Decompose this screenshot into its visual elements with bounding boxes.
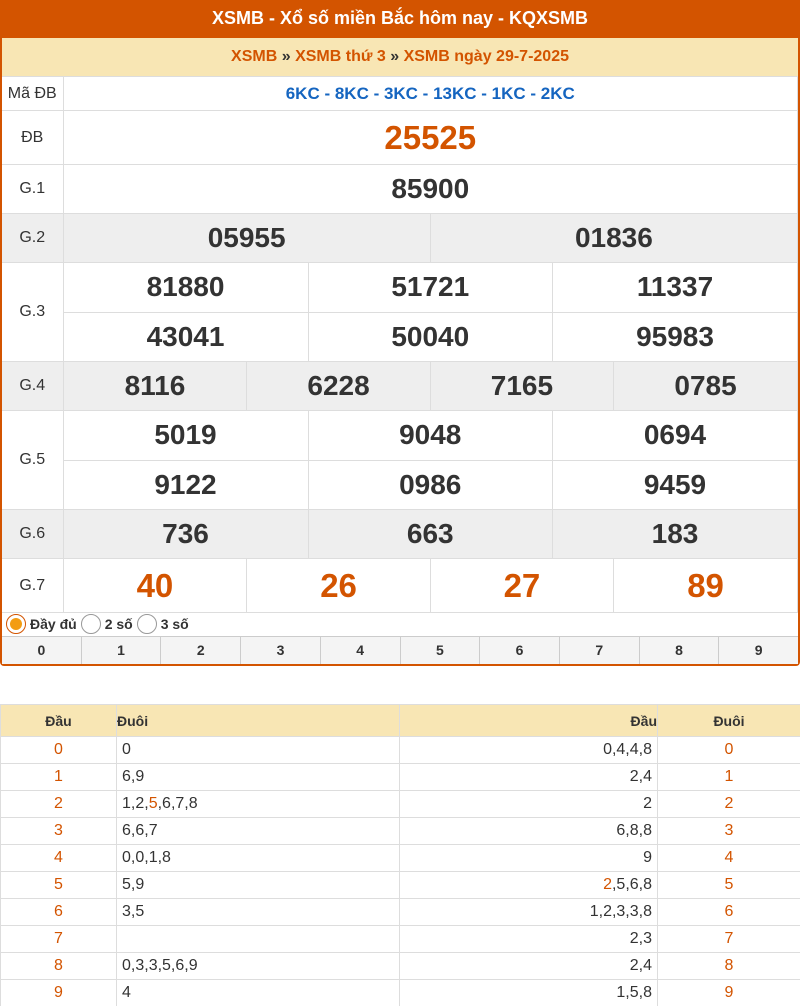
loto-head-digit: 0	[1, 737, 117, 764]
prize-5-number: 9048	[308, 411, 553, 460]
table-row	[1, 791, 800, 818]
prize-3-number: 50040	[308, 312, 553, 361]
loto-tail-digit: 1	[658, 764, 800, 791]
loto-tails: 4	[117, 980, 400, 1006]
prize-4-number: 7165	[430, 362, 613, 410]
prize-4-number: 6228	[247, 362, 430, 410]
prize-4-row	[2, 362, 798, 411]
loto-tails	[117, 926, 400, 953]
table-row	[1, 764, 800, 791]
loto-tails: 6,9	[117, 764, 400, 791]
digit-filter-button[interactable]: 1	[82, 637, 162, 664]
loto-head-text: ,5,6,8	[611, 876, 652, 893]
loto-header-dau: Đầu	[1, 705, 117, 737]
table-row	[1, 818, 800, 845]
digit-filter-button[interactable]: 5	[401, 637, 481, 664]
prize-7-number: 26	[247, 559, 430, 612]
digit-filter-button[interactable]: 2	[161, 637, 241, 664]
loto-head-digit: 5	[1, 872, 117, 899]
prize-5-number: 9459	[553, 460, 798, 509]
prize-6-row	[2, 510, 798, 559]
loto-tail-digit: 9	[658, 980, 800, 1006]
loto-tails: 0,0,1,8	[117, 845, 400, 872]
prize-7-number: 40	[64, 559, 247, 612]
prize-4-number: 8116	[64, 362, 247, 410]
prize-2-label: G.2	[2, 214, 63, 263]
radio-two-digits[interactable]	[81, 614, 101, 634]
ma-db-label: Mã ĐB	[2, 77, 63, 111]
loto-tails: 6,6,7	[117, 818, 400, 845]
loto-heads	[400, 872, 658, 899]
loto-head-digit: 1	[1, 764, 117, 791]
page-title: XSMB - Xổ số miền Bắc hôm nay - KQXSMB	[0, 0, 800, 38]
table-row	[1, 737, 800, 764]
special-prize-number: 25525	[63, 111, 798, 165]
breadcrumb	[2, 38, 798, 76]
prize-3-number: 11337	[636, 271, 714, 303]
digit-filter-button[interactable]: 0	[2, 637, 82, 664]
prize-1-number: 85900	[63, 165, 798, 214]
radio-full[interactable]	[6, 614, 26, 634]
radio-three-digits[interactable]	[137, 614, 157, 634]
prize-2-number: 01836	[430, 214, 797, 262]
digit-filter-button[interactable]: 9	[754, 642, 763, 658]
option-full-label: Đầy đủ	[30, 616, 77, 632]
prize-5-row	[2, 411, 798, 510]
loto-head-digit: 4	[1, 845, 117, 872]
ma-db-value: 6KC - 8KC - 3KC - 13KC - 1KC - 2KC	[63, 77, 798, 111]
loto-tails: 0,3,3,5,6,9	[117, 953, 400, 980]
prize-5-number: 5019	[64, 411, 309, 460]
prize-3-number: 95983	[553, 312, 798, 361]
prize-3-row	[2, 263, 798, 362]
prize-5-number: 0694	[643, 419, 707, 451]
prize-4-number: 0785	[614, 362, 797, 410]
loto-tail-digit: 0	[658, 737, 800, 764]
loto-heads: 2,4	[400, 764, 658, 791]
breadcrumb-xsmb-link[interactable]: XSMB	[231, 48, 278, 65]
loto-tails: 0	[117, 737, 400, 764]
loto-heads: 1,2,3,3,8	[400, 899, 658, 926]
prize-2-number: 05955	[64, 214, 431, 262]
breadcrumb-separator: »	[390, 48, 400, 65]
loto-table	[0, 704, 800, 1006]
loto-tail-digit: 4	[658, 845, 800, 872]
loto-head-digit: 8	[1, 953, 117, 980]
loto-heads: 2	[400, 791, 658, 818]
prize-6-label: G.6	[2, 510, 63, 559]
table-row	[1, 926, 800, 953]
loto-head-highlight: 2	[603, 876, 612, 893]
loto-head-digit: 9	[1, 980, 117, 1006]
ma-db-row	[2, 77, 798, 111]
loto-tails: 5,9	[117, 872, 400, 899]
prize-6-number: 663	[308, 510, 553, 558]
prize-2-row	[2, 214, 798, 263]
loto-head-digit: 2	[1, 791, 117, 818]
loto-tails	[117, 791, 400, 818]
prize-3-label: G.3	[2, 263, 63, 362]
results-table	[2, 76, 798, 613]
loto-tail-digit: 7	[658, 926, 800, 953]
prize-7-number: 89	[687, 566, 724, 604]
digit-filter-button[interactable]: 3	[241, 637, 321, 664]
digit-filter-bar	[2, 636, 798, 664]
prize-5-label: G.5	[2, 411, 63, 510]
digit-filter-button[interactable]: 8	[640, 637, 720, 664]
prize-7-number: 27	[430, 559, 613, 612]
option-three-digits-label: 3 số	[160, 616, 189, 632]
loto-tail-digit: 3	[658, 818, 800, 845]
table-row	[1, 953, 800, 980]
prize-7-row	[2, 559, 798, 613]
loto-head-digit: 3	[1, 818, 117, 845]
prize-1-label: G.1	[2, 165, 63, 214]
loto-heads: 2,4	[400, 953, 658, 980]
loto-tails: 3,5	[117, 899, 400, 926]
loto-header-duoi: Đuôi	[117, 705, 400, 737]
loto-tail-digit: 2	[658, 791, 800, 818]
prize-1-row	[2, 165, 798, 214]
digit-filter-button[interactable]: 4	[321, 637, 401, 664]
loto-heads: 2,3	[400, 926, 658, 953]
digit-filter-button[interactable]: 7	[560, 637, 640, 664]
prize-4-label: G.4	[2, 362, 63, 411]
loto-tail-text: 1,2,	[122, 795, 149, 812]
loto-header-dau: Đầu	[400, 705, 658, 737]
prize-3-number: 43041	[64, 312, 309, 361]
special-prize-label: ĐB	[2, 111, 63, 165]
special-prize-row	[2, 111, 798, 165]
prize-5-number: 0986	[308, 460, 553, 509]
option-full[interactable]	[6, 614, 77, 634]
loto-heads: 0,4,4,8	[400, 737, 658, 764]
loto-tail-digit: 5	[658, 872, 800, 899]
loto-header-duoi: Đuôi	[658, 705, 800, 737]
prize-3-number: 51721	[308, 263, 553, 312]
breadcrumb-separator: »	[281, 48, 291, 65]
loto-header-row	[1, 705, 800, 737]
loto-tail-highlight: 5	[148, 795, 158, 812]
prize-6-number: 183	[553, 510, 798, 558]
breadcrumb-date-link[interactable]: XSMB ngày 29-7-2025	[403, 48, 569, 65]
loto-heads: 6,8,8	[400, 818, 658, 845]
prize-3-number: 81880	[64, 263, 309, 312]
option-three-digits[interactable]	[137, 614, 189, 634]
table-row	[1, 845, 800, 872]
loto-heads: 1,5,8	[400, 980, 658, 1006]
table-row	[1, 980, 800, 1006]
table-row	[1, 872, 800, 899]
loto-head-digit: 7	[1, 926, 117, 953]
prize-7-label: G.7	[2, 559, 63, 613]
loto-heads: 9	[400, 845, 658, 872]
display-options	[6, 612, 193, 636]
loto-tail-digit: 6	[658, 899, 800, 926]
breadcrumb-weekday-link[interactable]: XSMB thứ 3	[295, 48, 386, 65]
option-two-digits[interactable]	[81, 614, 133, 634]
loto-tail-text: ,6,7,8	[157, 795, 198, 812]
prize-5-number: 9122	[64, 460, 309, 509]
option-two-digits-label: 2 số	[104, 616, 133, 632]
loto-head-digit: 6	[1, 899, 117, 926]
table-row	[1, 899, 800, 926]
loto-tail-digit: 8	[658, 953, 800, 980]
digit-filter-button[interactable]: 6	[480, 637, 560, 664]
prize-6-number: 736	[64, 510, 309, 558]
